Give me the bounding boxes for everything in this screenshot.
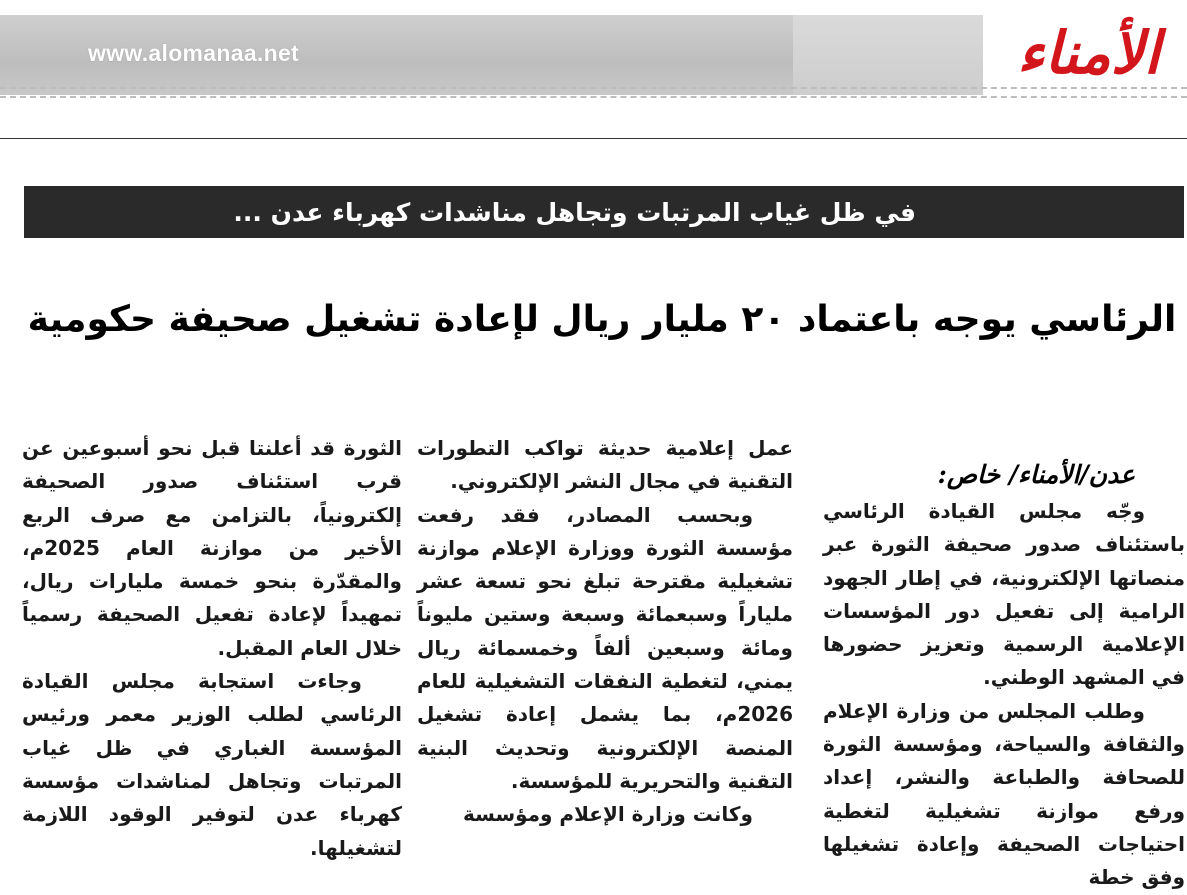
article-column-right bbox=[823, 455, 1185, 895]
paragraph: عمل إعلامية حديثة تواكب التطورات التقنية في مجال النشر الإلكتروني. bbox=[417, 436, 793, 494]
masthead bbox=[0, 0, 1187, 100]
kicker-text: في ظل غياب المرتبات وتجاهل مناشدات كهرباء عدن ... bbox=[233, 197, 916, 227]
article-headline: الرئاسي يوجه باعتماد ٢٠ مليار ريال لإعادة تشغيل صحيفة حكومية bbox=[27, 299, 1177, 340]
logo-wordmark: الأمناء bbox=[1017, 19, 1160, 87]
article-kicker bbox=[24, 186, 1184, 238]
byline: عدن/الأمناء/ خاص: bbox=[937, 460, 1135, 489]
article-column-left bbox=[22, 432, 402, 865]
paragraph: وجاءت استجابة مجلس القيادة الرئاسي لطلب الوزير معمر ورئيس المؤسسة الغباري في ظل غياب المرتبات وتجاهل لمناشدات مؤسسة كهرباء عدن لتوفير الوقود اللازمة لتشغيلها. bbox=[22, 669, 402, 860]
paragraph: وبحسب المصادر، فقد رفعت مؤسسة الثورة ووزارة الإعلام موازنة تشغيلية مقترحة تبلغ نحو تسعة عشر ملياراً وسبعمائة وسبعة وستين مليوناً ومائة وسبعين ألفاً وخمسمائة ريال يمني، لتغطية النفقات التشغيلية للعام 2026م، بما يشمل إعادة تشغيل المنصة الإلكترونية وتحديث البنية التقنية والتحريرية للمؤسسة. bbox=[417, 502, 793, 793]
paragraph: وطلب المجلس من وزارة الإعلام والثقافة والسياحة، ومؤسسة الثورة للصحافة والطباعة والنشر، إعداد ورفع موازنة تشغيلية لتغطية احتياجات الصحيفة وإعادة تشغيلها وفق خطة bbox=[823, 698, 1185, 890]
paragraph: وكانت وزارة الإعلام ومؤسسة bbox=[462, 802, 753, 827]
article-column-middle bbox=[417, 432, 793, 832]
masthead-band-highlight bbox=[793, 15, 983, 95]
newspaper-logo bbox=[990, 8, 1187, 98]
site-url[interactable]: www.alomanaa.net bbox=[88, 40, 300, 66]
paragraph: الثورة قد أعلنتا قبل نحو أسبوعين عن قرب استئناف صدور الصحيفة إلكترونياً، بالتزامن مع صرف الربع الأخير من موازنة العام 2025م، والمقدّرة بنحو خمسة مليارات ريال، تمهيداً لإعادة تفعيل الصحيفة رسمياً خلال العام المقبل. bbox=[22, 436, 402, 660]
paragraph: وجّه مجلس القيادة الرئاسي باستئناف صدور صحيفة الثورة عبر منصاتها الإلكترونية، في إطار الجهود الرامية إلى تفعيل دور المؤسسات الإعلامية الرسمية وتعزيز حضورها في المشهد الوطني. bbox=[823, 499, 1185, 690]
header-rule bbox=[0, 138, 1187, 139]
